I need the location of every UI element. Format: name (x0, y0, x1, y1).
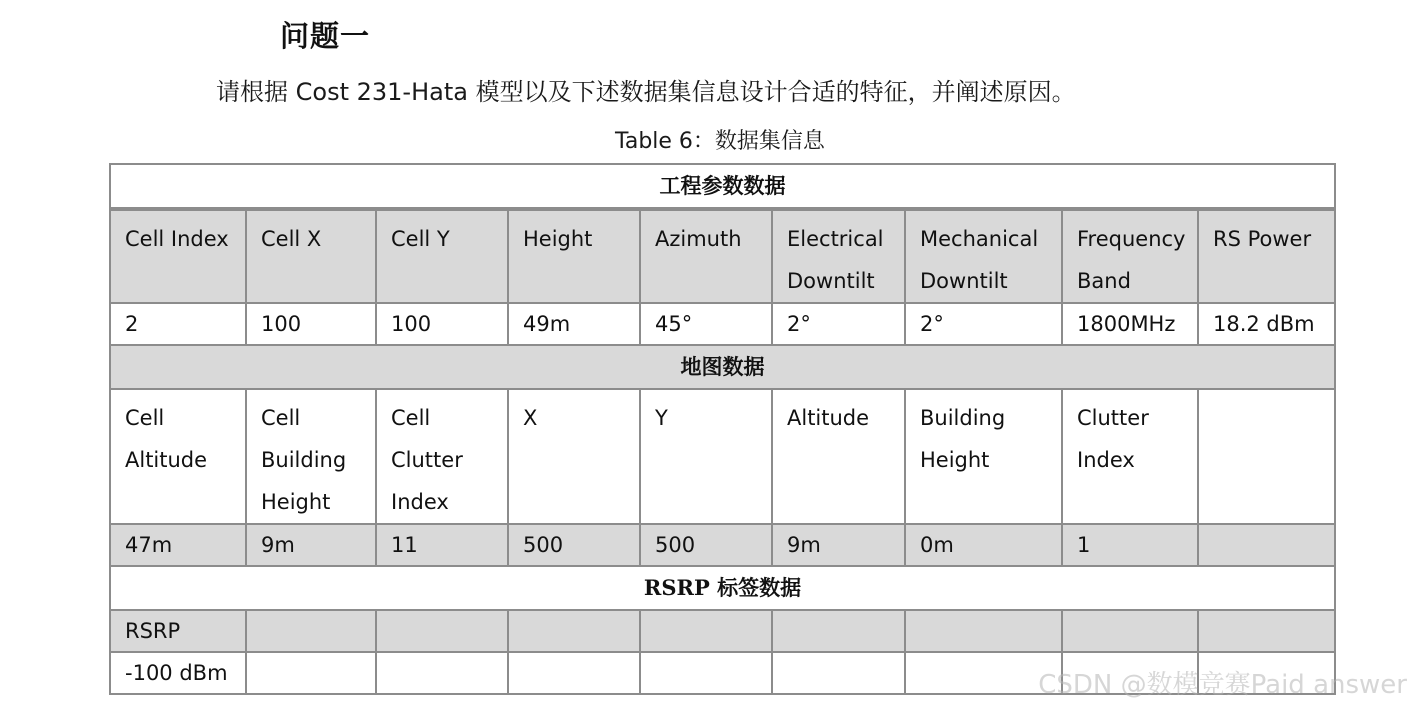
table-header-cell: X (508, 389, 640, 524)
table-header-cell: Building Height (905, 389, 1062, 524)
table-header-cell: RSRP (110, 610, 246, 652)
rsrp-section-title: RSRP 标签数据 (110, 566, 1335, 610)
table-value-cell (640, 652, 772, 694)
table-header-cell: Cell Building Height (246, 389, 376, 524)
table-value-cell (376, 652, 508, 694)
table-header-cell: Cell Altitude (110, 389, 246, 524)
table-header-cell: Cell Index (110, 209, 246, 303)
table-value-cell: 9m (772, 524, 905, 566)
table-header-cell: Cell X (246, 209, 376, 303)
table-header-cell: Frequency Band (1062, 209, 1198, 303)
table-value-cell: 500 (508, 524, 640, 566)
table-value-cell: 500 (640, 524, 772, 566)
table-value-cell: 100 (376, 303, 508, 345)
table-value-cell: 1800MHz (1062, 303, 1198, 345)
dataset-table (109, 163, 1336, 695)
table-header-cell (508, 610, 640, 652)
table-value-cell: 100 (246, 303, 376, 345)
table-header-cell: Altitude (772, 389, 905, 524)
table-value-cell: 47m (110, 524, 246, 566)
section-heading: 问题一 (280, 19, 371, 53)
table-header-cell (640, 610, 772, 652)
table-value-cell (772, 652, 905, 694)
table-header-cell (1198, 610, 1335, 652)
table-header-cell (905, 610, 1062, 652)
table-header-cell: Azimuth (640, 209, 772, 303)
table-header-cell: Electrical Downtilt (772, 209, 905, 303)
table-value-cell: 1 (1062, 524, 1198, 566)
table-value-cell (508, 652, 640, 694)
map-section-title: 地图数据 (110, 345, 1335, 389)
table-header-cell: Cell Clutter Index (376, 389, 508, 524)
table-value-cell: 2° (772, 303, 905, 345)
table-value-cell: 0m (905, 524, 1062, 566)
table-header-cell: Cell Y (376, 209, 508, 303)
table-header-cell: Mechanical Downtilt (905, 209, 1062, 303)
table-header-cell: Height (508, 209, 640, 303)
table-header-cell (1062, 610, 1198, 652)
table-header-cell: Clutter Index (1062, 389, 1198, 524)
engineering-section-title: 工程参数数据 (110, 164, 1335, 209)
table-value-cell: 2 (110, 303, 246, 345)
watermark: CSDN @数模竞赛Paid answer (1038, 670, 1407, 700)
table-header-cell (376, 610, 508, 652)
table-value-cell (246, 652, 376, 694)
table-value-cell: 11 (376, 524, 508, 566)
question-text: 请根据 Cost 231-Hata 模型以及下述数据集信息设计合适的特征，并阐述原因。 (216, 78, 1076, 106)
table-value-cell: -100 dBm (110, 652, 246, 694)
table-value-cell: 2° (905, 303, 1062, 345)
table-value-cell: 45° (640, 303, 772, 345)
table-header-cell: RS Power (1198, 209, 1335, 303)
table-value-cell: 49m (508, 303, 640, 345)
table-caption: Table 6：数据集信息 (615, 129, 825, 154)
table-value-cell: 18.2 dBm (1198, 303, 1335, 345)
table-value-cell: 9m (246, 524, 376, 566)
table-header-cell (1198, 389, 1335, 524)
table-value-cell (1198, 524, 1335, 566)
table-header-cell: Y (640, 389, 772, 524)
table-header-cell (246, 610, 376, 652)
table-header-cell (772, 610, 905, 652)
